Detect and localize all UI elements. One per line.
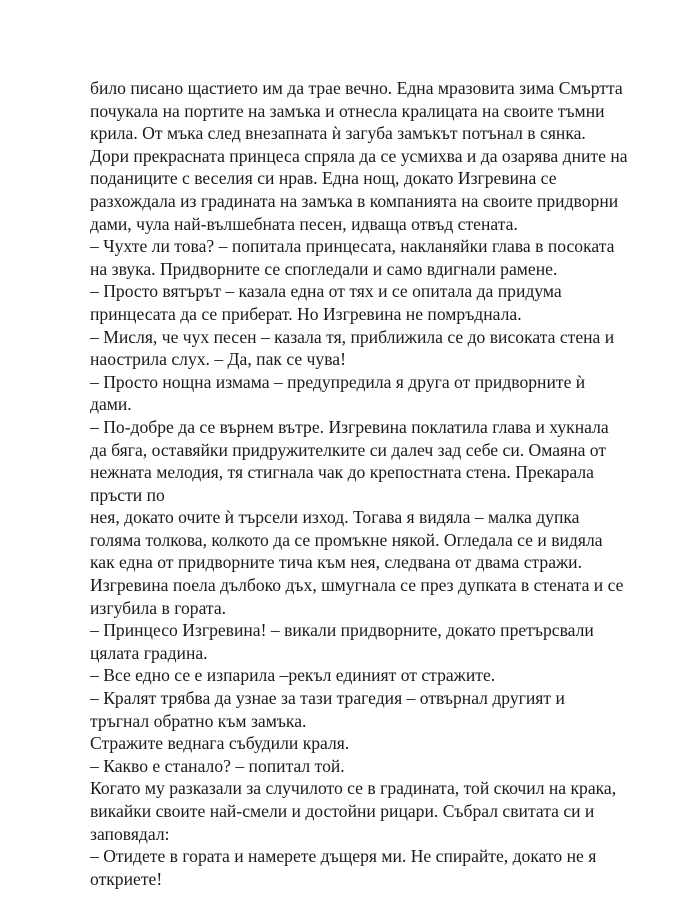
text-line: почукала на портите на замъка и отнесла кралицата на своите тъмни xyxy=(90,100,605,121)
text-line: нежната мелодия, тя стигнала чак до крепостната стена. Прекарала xyxy=(90,462,594,483)
text-line: как една от придворните тича към нея, следвана от двама стражи. xyxy=(90,552,582,573)
text-line: голяма толкова, колкото да се промъкне някой. Огледала се и видяла xyxy=(90,529,603,550)
text-line: принцесата да се приберат. Но Изгревина не помръднала. xyxy=(90,303,522,324)
text-line: – Все едно се е изпарила –рекъл единият от стражите. xyxy=(90,665,496,686)
text-line: – Чухте ли това? – попитала принцесата, накланяйки глава в посоката xyxy=(90,236,615,257)
text-line: – Принцесо Изгревина! – викали придворните, докато претърсвали xyxy=(90,620,594,641)
text-line: дами, чула най-вълшебната песен, идваща отвъд стената. xyxy=(90,213,518,234)
text-line: – Мисля, че чух песен – казала тя, приближила се до високата стена и xyxy=(90,326,615,347)
text-line: било писано щастието им да трае вечно. Една мразовита зима Смъртта xyxy=(90,78,623,98)
text-line: поданиците с веселия си нрав. Една нощ, докато Изгревина се xyxy=(90,168,557,189)
text-line: викайки своите най-смели и достойни рицари. Събрал свитата си и xyxy=(90,801,595,821)
text-line: Дори прекрасната принцеса спряла да се усмихва и да озарява дните на xyxy=(90,145,628,166)
text-line: цялата градина. xyxy=(90,642,208,663)
text-line: Стражите веднага събудили краля. xyxy=(90,733,350,754)
text-line: на звука. Придворните се спогледали и само вдигнали рамене. xyxy=(90,258,558,279)
text-line: наострила слух. – Да, пак се чува! xyxy=(90,349,346,370)
text-line: нея, докато очите ѝ търсели изход. Тогава я видяла – малка дупка xyxy=(90,507,580,528)
text-line: – Просто вятърът – казала една от тях и се опитала да придума xyxy=(90,281,562,302)
text-line: – По-добре да се върнем вътре. Изгревина поклатила глава и хукнала xyxy=(90,416,609,437)
text-line: дами. xyxy=(90,394,132,415)
text-line: Изгревина поела дълбоко дъх, шмугнала се през дупката в стената и се xyxy=(90,575,624,596)
text-line: тръгнал обратно към замъка. xyxy=(90,710,307,731)
text-line: крила. От мъка след внезапната ѝ загуба замъкът потънал в сянка. xyxy=(90,123,586,144)
text-line: пръсти по xyxy=(90,484,165,505)
text-line: – Кралят трябва да узнае за тази трагедия – отвърнал другият и xyxy=(90,688,565,709)
text-line: – Отидете в гората и намерете дъщеря ми. Не спирайте, докато не я xyxy=(90,846,597,867)
text-line: да бяга, оставяйки придружителките си далеч зад себе си. Омаяна от xyxy=(90,439,607,460)
text-line: Когато му разказали за случилото се в градината, той скочил на крака, xyxy=(90,778,617,799)
story-text xyxy=(90,77,650,890)
text-line: разхождала из градината на замъка в компанията на своите придворни xyxy=(90,190,619,211)
text-line: заповядал: xyxy=(90,823,170,844)
text-line: – Просто нощна измама – предупредила я друга от придворните ѝ xyxy=(90,371,586,392)
text-line: откриете! xyxy=(90,868,163,889)
text-line: – Какво е станало? – попитал той. xyxy=(90,755,345,776)
text-line: изгубила в гората. xyxy=(90,597,227,618)
